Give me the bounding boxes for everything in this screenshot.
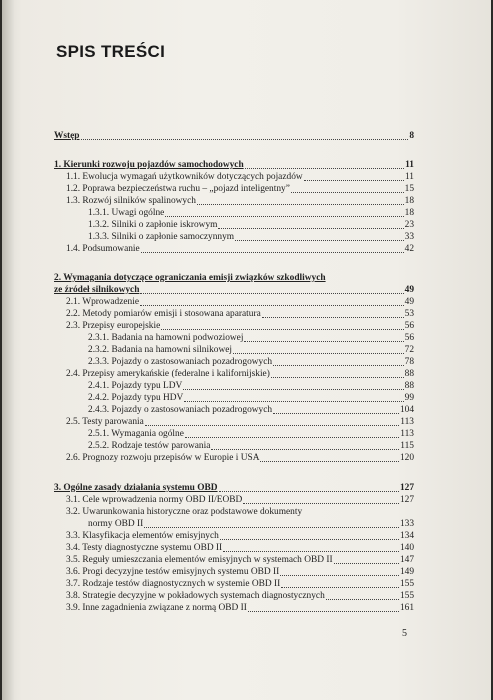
dot-leader xyxy=(223,551,399,552)
toc-entry-label: 2.3. Przepisy europejskie xyxy=(66,321,161,331)
toc-entry-page: 115 xyxy=(400,441,414,451)
toc-entry-label: 1. Kierunki rozwoju pojazdów samochodowych xyxy=(54,160,244,170)
toc-entry-page: 18 xyxy=(404,196,414,206)
toc-entry-label: 2.4.3. Pojazdy o zastosowaniach pozadrogowych xyxy=(88,405,273,415)
toc-entry-label: 3.7. Rodzaje testów diagnostycznych w systemie OBD II xyxy=(66,579,281,589)
toc-entry-page: 149 xyxy=(399,567,414,577)
toc-entry-label: 2.3.1. Badania na hamowni podwoziowej xyxy=(88,333,244,343)
dot-leader xyxy=(245,168,404,169)
toc-entry xyxy=(54,129,414,142)
toc-entry-page: 120 xyxy=(399,453,414,463)
dot-leader xyxy=(281,587,399,588)
toc-entry-label: 3.1. Cele wprowadzenia normy OBD II/EOBD xyxy=(66,495,243,505)
dot-leader xyxy=(197,204,404,205)
toc-entry xyxy=(54,451,414,464)
toc-entry-page: 133 xyxy=(399,519,414,529)
toc-entry-label: 2. Wymagania dotyczące ograniczania emisji związków szkodliwych xyxy=(54,273,326,283)
toc-entry-page: 134 xyxy=(399,531,414,541)
dot-leader xyxy=(165,216,403,217)
toc-entry-page: 155 xyxy=(399,591,414,601)
toc-entry-page: 127 xyxy=(399,483,414,493)
dot-leader xyxy=(161,329,403,330)
toc-entry-label: 2.5.2. Rodzaje testów parowania xyxy=(88,441,211,451)
toc-entry-label: 3.3. Klasyfikacja elementów emisyjnych xyxy=(66,531,219,541)
toc-entry-label: 2.2. Metody pomiarów emisji i stosowana aparatura xyxy=(66,309,261,319)
dot-leader xyxy=(184,401,403,402)
dot-leader xyxy=(280,575,399,576)
toc-entry-label: 2.5. Testy parowania xyxy=(66,417,144,427)
toc-entry-label: normy OBD II xyxy=(88,519,144,529)
toc-entry-page: 49 xyxy=(404,297,414,307)
toc-entry-page: 88 xyxy=(404,381,414,391)
dot-leader xyxy=(291,192,404,193)
toc-entry-page: 11 xyxy=(405,160,414,170)
toc-entry-label: Wstęp xyxy=(54,131,80,141)
toc-entry-page: 8 xyxy=(409,131,414,141)
toc-entry-label: 3.2. Uwarunkowania historyczne oraz podstawowe dokumenty xyxy=(66,507,303,517)
dot-leader xyxy=(262,317,404,318)
toc-entry-label: 2.6. Prognozy rozwoju przepisów w Europie i USA xyxy=(66,453,260,463)
dot-leader xyxy=(235,240,404,241)
dot-leader xyxy=(140,293,403,294)
dot-leader xyxy=(243,503,399,504)
toc-entry xyxy=(54,601,414,614)
toc-entry-page: 18 xyxy=(404,208,414,218)
toc-entry-label: 1.3.3. Silniki o zapłonie samoczynnym xyxy=(88,232,235,242)
dot-leader xyxy=(81,139,409,140)
dot-leader xyxy=(304,180,404,181)
toc-entry-label: 1.2. Poprawa bezpieczeństwa ruchu – „pojazd inteligentny” xyxy=(66,184,290,194)
toc-entry-page: 155 xyxy=(399,579,414,589)
dot-leader xyxy=(271,377,404,378)
toc-entry-page: 53 xyxy=(404,309,414,319)
toc-entry-label: 3.8. Strategie decyzyjne w pokładowych systemach diagnostycznych xyxy=(66,591,325,601)
toc-entry-label: 3.5. Reguły umieszczania elementów emisyjnych w systemach OBD II xyxy=(66,555,333,565)
toc-entry-page: 23 xyxy=(404,220,414,230)
toc-entry-label: 2.4.1. Pojazdy typu LDV xyxy=(88,381,183,391)
toc-entry-page: 78 xyxy=(404,357,414,367)
dot-leader xyxy=(183,389,403,390)
toc-entry-page: 161 xyxy=(399,603,414,613)
toc-entry-label: 1.3. Rozwój silników spalinowych xyxy=(66,196,196,206)
dot-leader xyxy=(218,228,403,229)
toc-entry-page: 140 xyxy=(399,543,414,553)
dot-leader xyxy=(220,539,399,540)
toc-entry xyxy=(54,242,414,255)
toc-entry-page: 88 xyxy=(404,369,414,379)
dot-leader xyxy=(233,353,404,354)
dot-leader xyxy=(144,527,399,528)
toc-entry-page: 99 xyxy=(404,393,414,403)
toc-entry-label: 3.4. Testy diagnostyczne systemu OBD II xyxy=(66,543,223,553)
dot-leader xyxy=(141,252,404,253)
toc-entry-label: 3.6. Progi decyzyjne testów emisyjnych systemu OBD II xyxy=(66,567,280,577)
dot-leader xyxy=(145,425,399,426)
toc-entry-page: 15 xyxy=(404,184,414,194)
dot-leader xyxy=(273,413,399,414)
toc-entry-page: 104 xyxy=(399,405,414,415)
toc-entry-label: 2.4. Przepisy amerykańskie (federalne i kalifornijskie) xyxy=(66,369,270,379)
toc-entry-label: 3.9. Inne zagadnienia związane z normą OBD II xyxy=(66,603,247,613)
toc-entry-label: 1.3.1. Uwagi ogólne xyxy=(88,208,165,218)
toc-entry-label: 2.1. Wprowadzenie xyxy=(66,297,139,307)
book-page xyxy=(2,0,491,700)
toc-entry-page: 113 xyxy=(400,417,414,427)
dot-leader xyxy=(273,365,404,366)
toc-entry-page: 147 xyxy=(399,555,414,565)
toc-entry-page: 127 xyxy=(399,495,414,505)
toc-entry-label: 2.3.3. Pojazdy o zastosowaniach pozadrogowych xyxy=(88,357,273,367)
toc-entry-page: 49 xyxy=(404,285,414,295)
dot-leader xyxy=(326,599,399,600)
dot-leader xyxy=(185,437,399,438)
dot-leader xyxy=(140,305,404,306)
toc-entry-label: 1.1. Ewolucja wymagań użytkowników dotyczących pojazdów xyxy=(66,172,303,182)
dot-leader xyxy=(334,563,399,564)
page-title: SPIS TREŚCI xyxy=(56,42,166,61)
toc-entry-page: 56 xyxy=(404,321,414,331)
toc-entry-label: 3. Ogólne zasady działania systemu OBD xyxy=(54,483,218,493)
dot-leader xyxy=(219,491,399,492)
toc-entry-page: 56 xyxy=(404,333,414,343)
toc-entry-label: 2.5.1. Wymagania ogólne xyxy=(88,429,184,439)
dot-leader xyxy=(244,341,403,342)
toc-entry-label: ze źródeł silnikowych xyxy=(54,285,140,295)
dot-leader xyxy=(211,449,399,450)
book-binding-shadow xyxy=(2,0,14,700)
page-number: 5 xyxy=(402,628,407,639)
toc-entry-page: 11 xyxy=(404,172,414,182)
toc-entry-label: 1.4. Podsumowanie xyxy=(66,244,140,254)
dot-leader xyxy=(260,461,398,462)
dot-leader xyxy=(248,611,399,612)
toc-entry-label: 1.3.2. Silniki o zapłonie iskrowym xyxy=(88,220,218,230)
toc-entry-page: 72 xyxy=(404,345,414,355)
toc-entry-page: 33 xyxy=(404,232,414,242)
toc-entry-page: 113 xyxy=(400,429,414,439)
toc-entry-page: 42 xyxy=(404,244,414,254)
toc-entry-label: 2.4.2. Pojazdy typu HDV xyxy=(88,393,184,403)
toc-entry-label: 2.3.2. Badania na hamowni silnikowej xyxy=(88,345,232,355)
